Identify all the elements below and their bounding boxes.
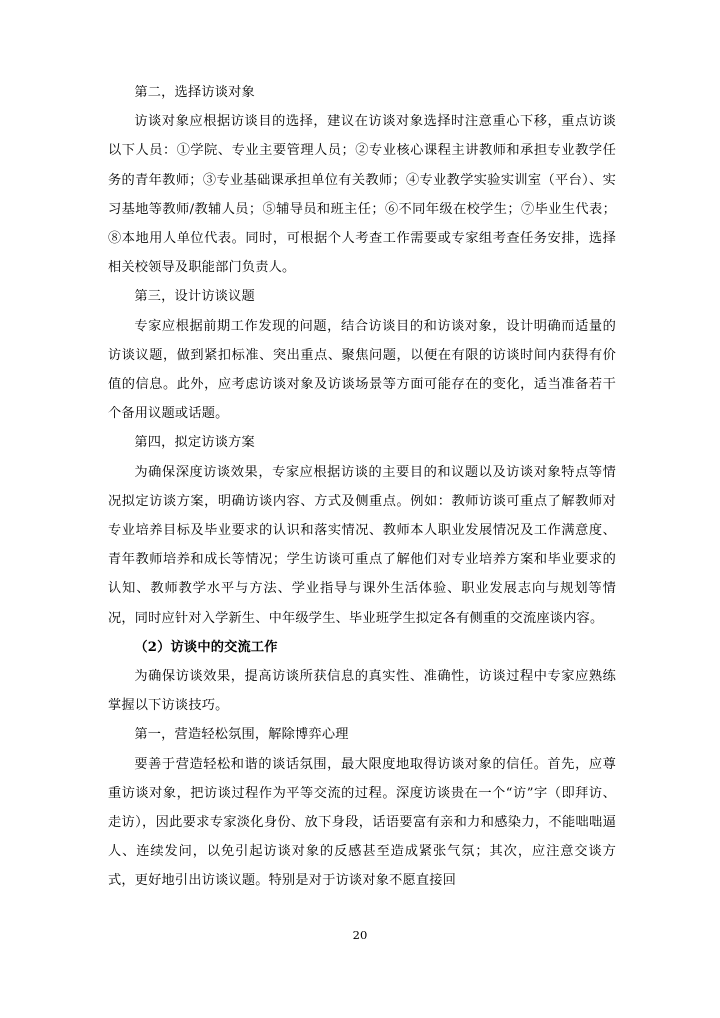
paragraph: 第二，选择访谈对象 bbox=[134, 85, 255, 100]
paragraph: 第四，拟定访谈方案 bbox=[134, 435, 255, 451]
paragraph: 专家应根据前期工作发现的问题，结合访谈目的和访谈对象，设计明确而适量的访谈议题，做到紧扣标准、突出重点、聚焦问题，以便在有限的访谈时间内获得有价值的信息。此外，应考虑访谈对象及访谈场景等方面可能存在的变化，适当准备若干个备用议题或话题。 bbox=[108, 318, 616, 422]
paragraph: 访谈对象应根据访谈目的选择，建议在访谈对象选择时注意重心下移，重点访谈以下人员：①学院、专业主要管理人员；②专业核心课程主讲教师和承担专业教学任务的青年教师；③专业基础课承担单位有关教师；④专业教学实验实训室（平台）、实习基地等教师/教辅人员；⑤辅导员和班主任；⑥不同年级在校学生；⑦毕业生代表；⑧本地用人单位代表。同时，可根据个人考查工作需要或专家组考查任务安排，选择相关校领导及职能部门负责人。 bbox=[108, 114, 616, 276]
paragraph: 要善于营造轻松和谐的谈话氛围，最大限度地取得访谈对象的信任。首先，应尊重访谈对象，把访谈过程作为平等交流的过程。深度访谈贵在一个“访”字（即拜访、走访），因此要求专家淡化身份、放下身段，话语要富有亲和力和感染力，不能咄咄逼人、连续发问，以免引起访谈对象的反感甚至造成紧张气氛；其次，应注意交谈方式，更好地引出访谈议题。特别是对于访谈对象不愿直接回 bbox=[108, 756, 616, 889]
paragraph: 为确保访谈效果，提高访谈所获信息的真实性、准确性，访谈过程中专家应熟练掌握以下访谈技巧。 bbox=[108, 669, 616, 714]
page-content bbox=[108, 78, 616, 896]
paragraph: 第一，营造轻松氛围，解除博弈心理 bbox=[134, 727, 349, 743]
page-number: 20 bbox=[352, 928, 368, 942]
paragraph: 第三，设计访谈议题 bbox=[134, 289, 255, 305]
paragraph: 为确保深度访谈效果，专家应根据访谈的主要目的和议题以及访谈对象特点等情况拟定访谈方案，明确访谈内容、方式及侧重点。例如：教师访谈可重点了解教师对专业培养目标及毕业要求的认识和落实情况、教师本人职业发展情况及工作满意度、青年教师培养和成长等情况；学生访谈可重点了解他们对专业培养方案和毕业要求的认知、教师教学水平与方法、学业指导与课外生活体验、职业发展志向与规划等情况，同时应针对入学新生、中年级学生、毕业班学生拟定各有侧重的交流座谈内容。 bbox=[108, 464, 616, 626]
section-heading: （2）访谈中的交流工作 bbox=[134, 639, 278, 655]
